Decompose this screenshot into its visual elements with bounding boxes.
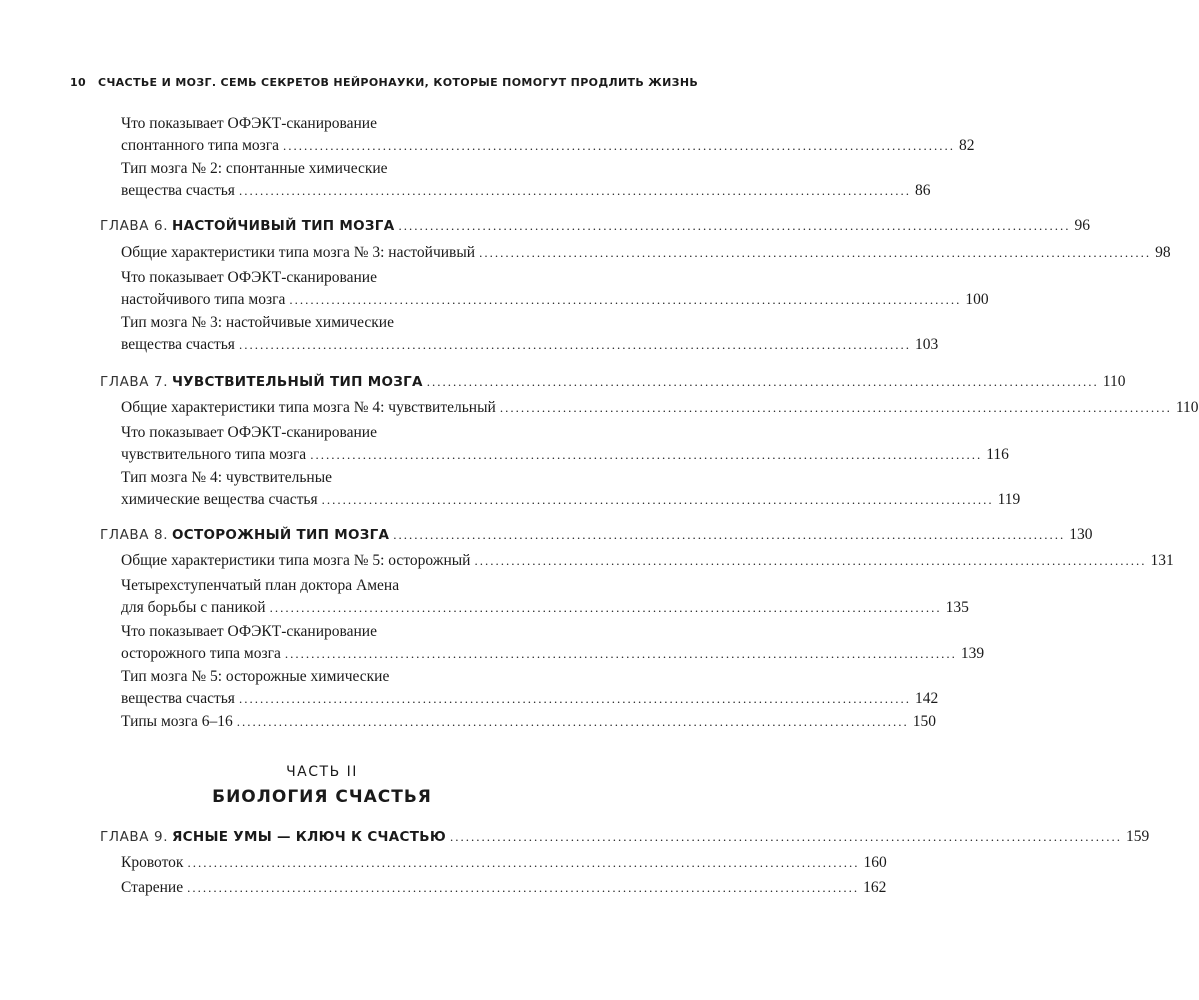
chapter-heading[interactable] bbox=[100, 826, 1150, 848]
dot-leader: ................................................................................................................................ bbox=[187, 855, 860, 870]
toc-entry[interactable]: Типы мозга 6–16 ................................................................................................................................ 150 bbox=[121, 711, 585, 733]
page-ref: 159 bbox=[1125, 828, 1150, 845]
toc-entry[interactable]: Что показывает ОФЭКТ-сканирование настойчивого типа мозга ................................................................................................................................ 100 bbox=[121, 267, 585, 311]
page-ref: 86 bbox=[914, 182, 931, 199]
running-head bbox=[70, 76, 698, 89]
toc-entry[interactable]: Тип мозга № 2: спонтанные химические вещества счастья ................................................................................................................................ 86 bbox=[121, 158, 585, 202]
dot-leader: ................................................................................................................................ bbox=[310, 447, 983, 462]
toc-entry[interactable]: Что показывает ОФЭКТ-сканирование осторожного типа мозга ................................................................................................................................ 139 bbox=[121, 621, 585, 665]
page-ref: 98 bbox=[1155, 244, 1171, 261]
dot-leader: ................................................................................................................................ bbox=[398, 218, 1071, 233]
toc-entry[interactable]: Кровоток ................................................................................................................................ 160 bbox=[121, 852, 585, 874]
dot-leader: ................................................................................................................................ bbox=[449, 829, 1122, 844]
dot-leader: ................................................................................................................................ bbox=[479, 245, 1152, 260]
page-ref: 135 bbox=[945, 599, 969, 616]
dot-leader: ................................................................................................................................ bbox=[393, 527, 1066, 542]
dot-leader: ................................................................................................................................ bbox=[426, 374, 1099, 389]
toc-entry[interactable]: Четырехступенчатый план доктора Амена для борьбы с паникой ................................................................................................................................ 135 bbox=[121, 575, 585, 619]
toc-entry[interactable]: Старение ................................................................................................................................ 162 bbox=[121, 877, 585, 899]
page-ref: 130 bbox=[1069, 526, 1093, 543]
dot-leader: ................................................................................................................................ bbox=[321, 492, 994, 507]
toc-entry[interactable]: Общие характеристики типа мозга № 3: настойчивый ................................................................................................................................ 98 bbox=[121, 242, 585, 264]
toc-entry[interactable]: Общие характеристики типа мозга № 4: чувствительный ................................................................................................................................ 110 bbox=[121, 397, 585, 419]
page-ref: 116 bbox=[986, 446, 1009, 463]
dot-leader: ................................................................................................................................ bbox=[283, 138, 956, 153]
chapter-heading[interactable] bbox=[100, 371, 1126, 393]
toc-entry[interactable]: Тип мозга № 5: осторожные химические вещества счастья ................................................................................................................................ 142 bbox=[121, 666, 585, 710]
page-ref: 110 bbox=[1175, 399, 1199, 416]
part-label: ЧАСТЬ II bbox=[286, 764, 358, 780]
page-ref: 139 bbox=[960, 645, 985, 662]
dot-leader: ................................................................................................................................ bbox=[269, 600, 942, 615]
part-title: БИОЛОГИЯ СЧАСТЬЯ bbox=[212, 787, 432, 807]
page-ref: 131 bbox=[1150, 552, 1174, 569]
toc-entry[interactable]: Что показывает ОФЭКТ-сканирование спонтанного типа мозга ................................................................................................................................ 82 bbox=[121, 113, 585, 157]
page-number: 10 bbox=[70, 76, 87, 89]
page-ref: 142 bbox=[914, 690, 939, 707]
chapter-title: НАСТОЙЧИВЫЙ ТИП МОЗГА bbox=[171, 218, 395, 234]
chapter-label: ГЛАВА 9. bbox=[100, 829, 169, 845]
dot-leader: ................................................................................................................................ bbox=[289, 292, 962, 307]
chapter-label: ГЛАВА 8. bbox=[100, 527, 169, 543]
page-ref: 103 bbox=[914, 336, 939, 353]
book-title: СЧАСТЬЕ И МОЗГ. СЕМЬ СЕКРЕТОВ НЕЙРОНАУКИ, КОТОРЫЕ ПОМОГУТ ПРОДЛИТЬ ЖИЗНЬ bbox=[98, 76, 699, 89]
dot-leader: ................................................................................................................................ bbox=[238, 691, 911, 706]
dot-leader: ................................................................................................................................ bbox=[499, 400, 1172, 415]
page-ref: 162 bbox=[863, 879, 887, 896]
toc-entry[interactable]: Тип мозга № 4: чувствительные химические вещества счастья ................................................................................................................................ 119 bbox=[121, 467, 585, 511]
chapter-title: ОСТОРОЖНЫЙ ТИП МОЗГА bbox=[171, 527, 390, 543]
chapter-heading[interactable] bbox=[100, 215, 1090, 237]
dot-leader: ................................................................................................................................ bbox=[284, 646, 957, 661]
dot-leader: ................................................................................................................................ bbox=[236, 714, 909, 729]
chapter-heading[interactable] bbox=[100, 524, 1093, 546]
chapter-label: ГЛАВА 7. bbox=[100, 374, 169, 390]
toc-entry[interactable]: Общие характеристики типа мозга № 5: осторожный ................................................................................................................................ 131 bbox=[121, 550, 585, 572]
page-ref: 119 bbox=[997, 491, 1021, 508]
page-ref: 110 bbox=[1102, 373, 1126, 390]
page-ref: 96 bbox=[1074, 217, 1090, 234]
page-ref: 82 bbox=[959, 137, 975, 154]
dot-leader: ................................................................................................................................ bbox=[238, 337, 911, 352]
toc-entry[interactable]: Что показывает ОФЭКТ-сканирование чувствительного типа мозга ................................................................................................................................ 116 bbox=[121, 422, 585, 466]
page-ref: 160 bbox=[863, 854, 887, 871]
chapter-label: ГЛАВА 6. bbox=[100, 218, 169, 234]
page-ref: 100 bbox=[965, 291, 989, 308]
chapter-title: ЧУВСТВИТЕЛЬНЫЙ ТИП МОЗГА bbox=[171, 374, 423, 390]
toc-entry[interactable]: Тип мозга № 3: настойчивые химические вещества счастья ................................................................................................................................ 103 bbox=[121, 312, 585, 356]
page-ref: 150 bbox=[912, 713, 937, 730]
dot-leader: ................................................................................................................................ bbox=[474, 553, 1147, 568]
dot-leader: ................................................................................................................................ bbox=[238, 183, 911, 198]
dot-leader: ................................................................................................................................ bbox=[187, 880, 860, 895]
chapter-title: ЯСНЫЕ УМЫ — КЛЮЧ К СЧАСТЬЮ bbox=[171, 829, 446, 845]
